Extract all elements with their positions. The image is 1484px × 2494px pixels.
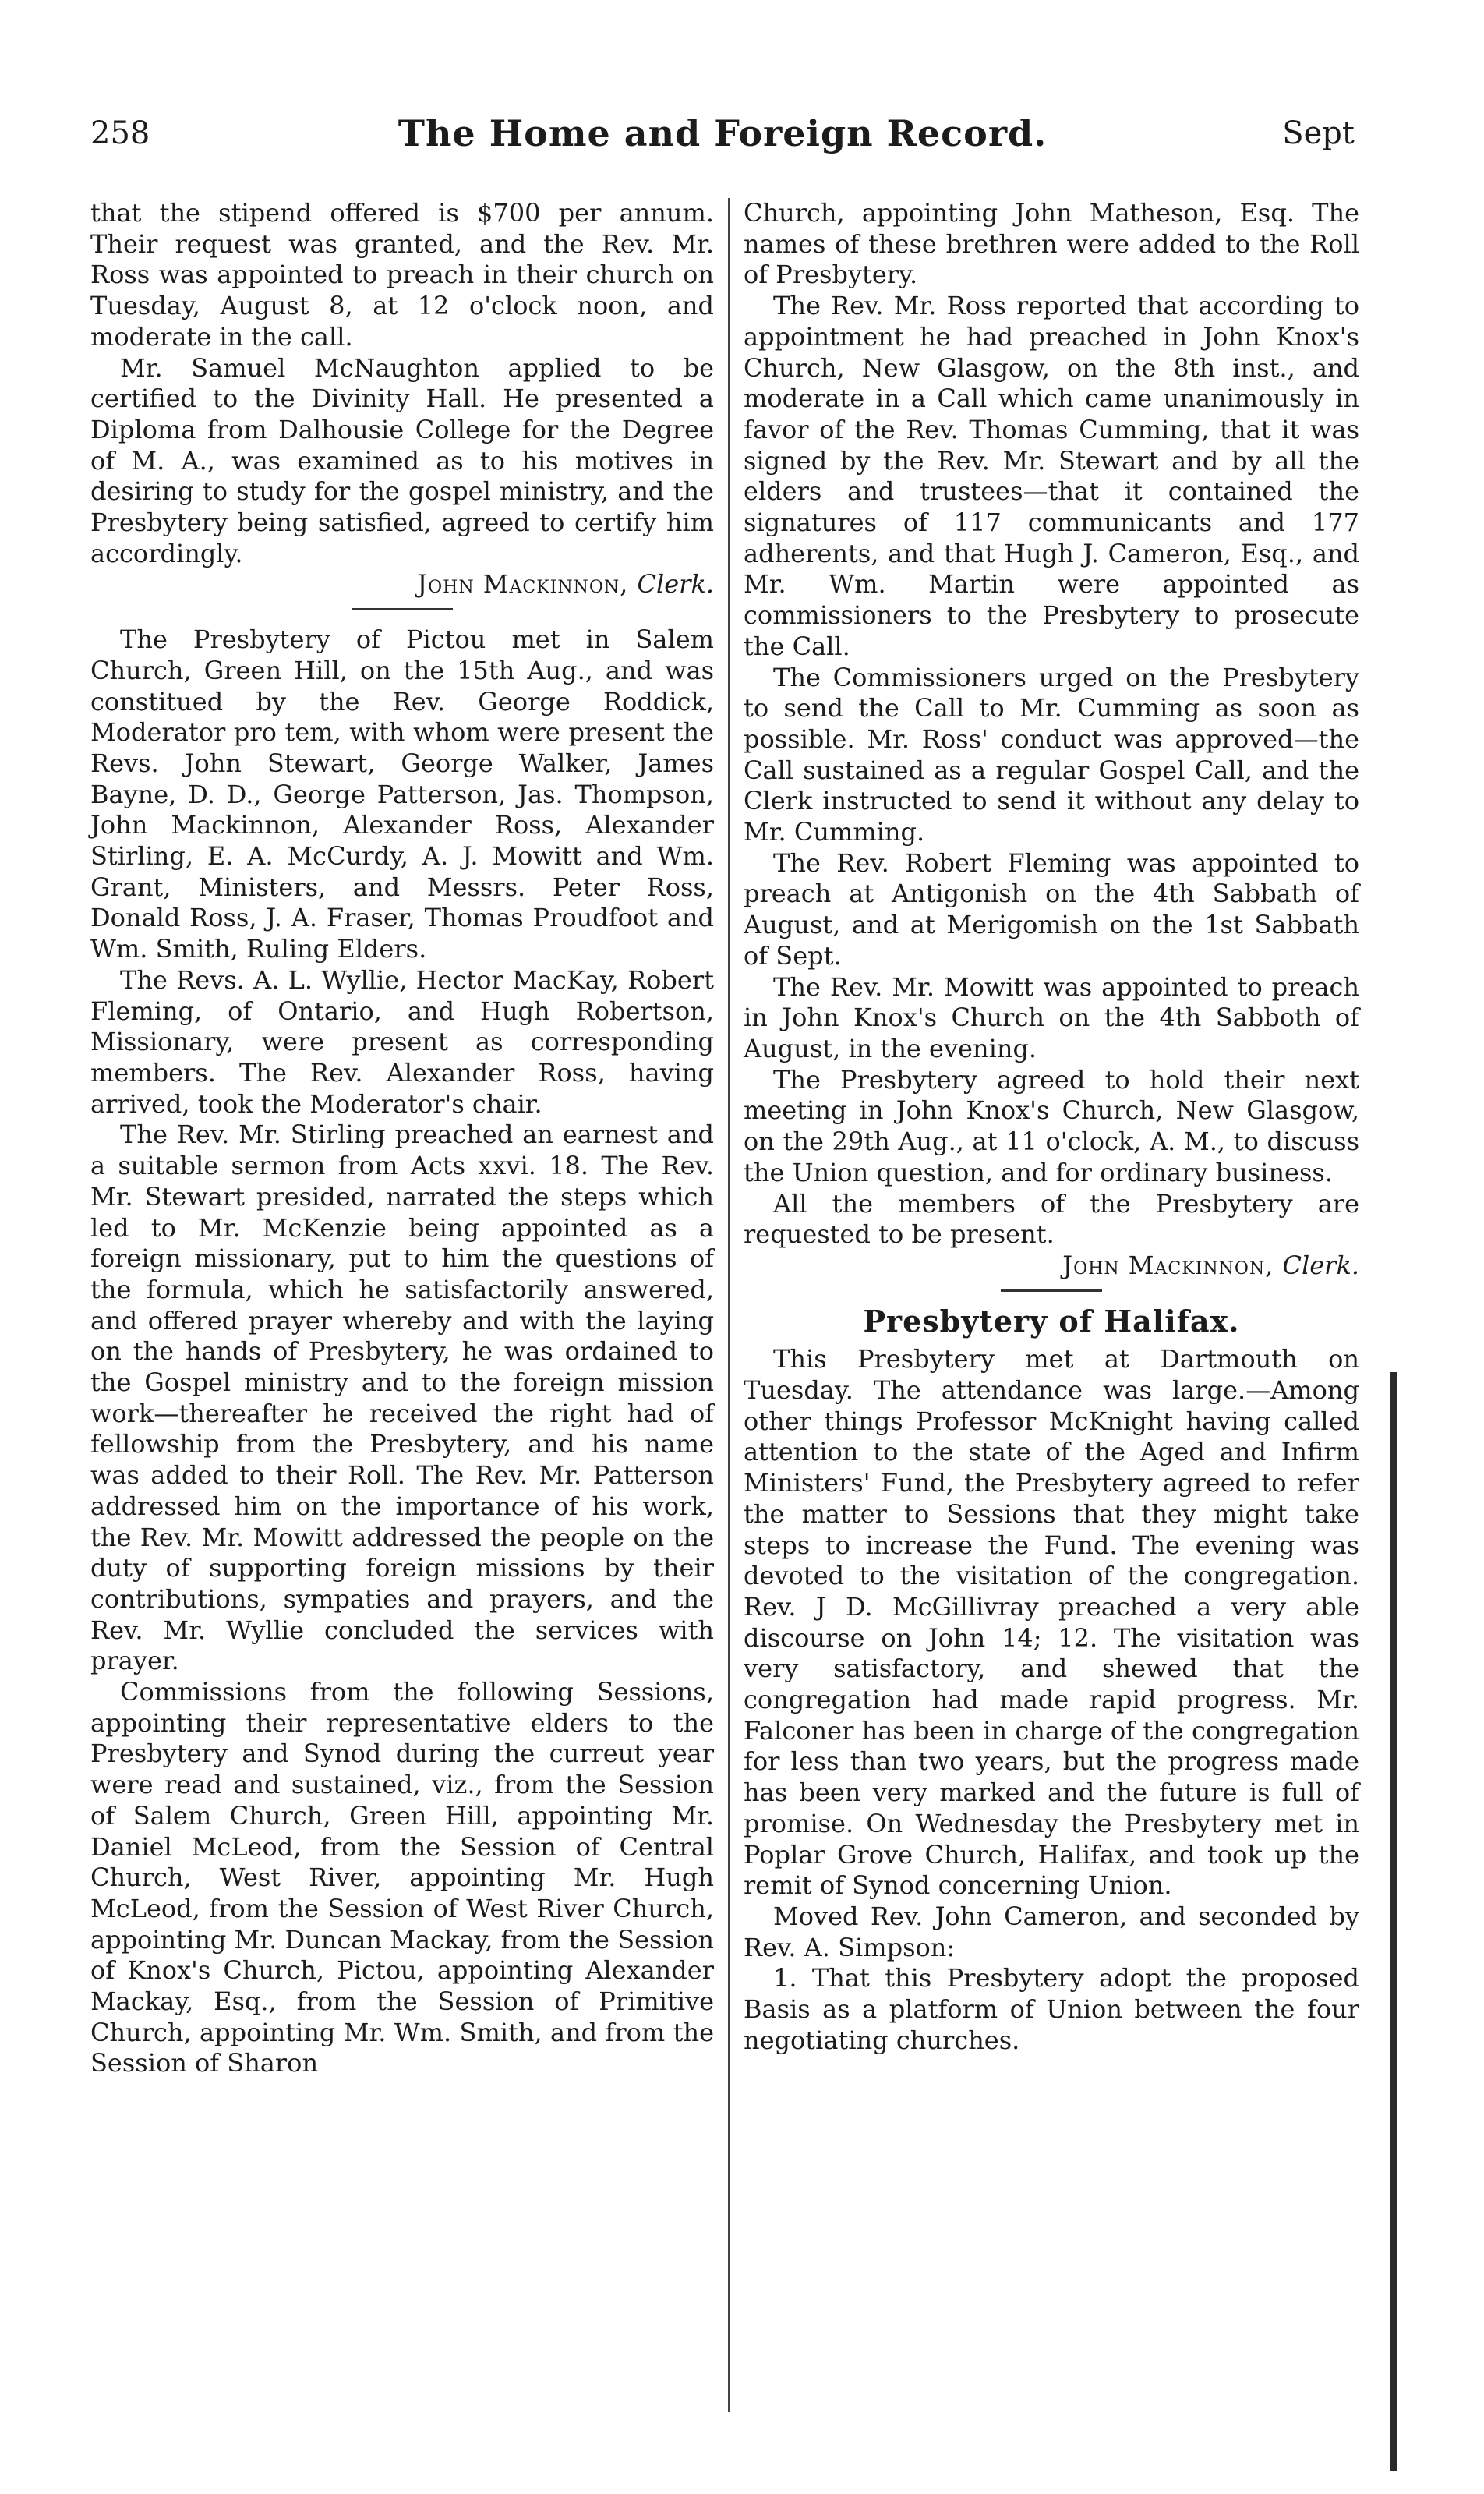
paragraph: Church, appointing John Matheson, Esq. The names of these brethren were added to the Roll of Presbytery. (744, 198, 1359, 290)
clerk-signature (744, 1251, 1359, 1282)
paragraph: All the members of the Presbytery are requested to be present. (744, 1188, 1359, 1250)
paragraph: Moved Rev. John Cameron, and seconded by Rev. A. Simpson: (744, 1901, 1359, 1962)
paragraph: 1. That this Presbytery adopt the proposed Basis as a platform of Union between the four negotiating churches. (744, 1963, 1359, 2055)
left-column (90, 198, 714, 2079)
signature-name: John Mackinnon, (417, 569, 629, 600)
section-heading: Presbytery of Halifax. (863, 1303, 1240, 1339)
page-header (90, 112, 1355, 178)
paragraph: The Rev. Robert Fleming was appointed to preach at Antigonish on the 4th Sabbath of August, and at Merigomish on the 1st Sabbath of Sept. (744, 847, 1359, 971)
paragraph: Commissions from the following Sessions, appointing their representative elders to the Presbytery and Synod during the curreut year were read and sustained, viz., from the Session of Salem Church, Green Hill, appointing Mr. Daniel McLeod, from the Session of Central Church, West River, appointing Mr. Hugh McLeod, from the Session of West River Church, appointing Mr. Duncan Mackay, from the Session of Knox's Church, Pictou, appointing Alexander Mackay, Esq., from the Session of Primitive Church, appointing Mr. Wm. Smith, and from the Session of Sharon (90, 1677, 714, 2078)
paragraph: The Revs. A. L. Wyllie, Hector MacKay, Robert Fleming, of Ontario, and Hugh Robertson, Missionary, were present as corresponding members. The Rev. Alexander Ross, having arrived, took the Moderator's chair. (90, 964, 714, 1119)
paragraph: The Rev. Mr. Mowitt was appointed to preach in John Knox's Church on the 4th Sabboth of August, in the evening. (744, 971, 1359, 1063)
signature-name: John Mackinnon, (1062, 1250, 1274, 1280)
section-rule (352, 608, 453, 610)
paragraph: The Commissioners urged on the Presbytery to send the Call to Mr. Cumming as soon as possible. Mr. Ross' conduct was approved—the Call sustained as a regular Gospel Call, and the Clerk instructed to send it without any delay to Mr. Cumming. (744, 662, 1359, 847)
signature-role: Clerk. (1282, 1250, 1359, 1280)
paragraph: The Rev. Mr. Ross reported that according to appointment he had preached in John Knox's Church, New Glasgow, on the 8th inst., and moderate in a Call which came unanimously in favor of the Rev. Thomas Cumming, that it was signed by the Rev. Mr. Stewart and by all the elders and trustees—that it contained the signatures of 117 communicants and 177 adherents, and that Hugh J. Cameron, Esq., and Mr. Wm. Martin were appointed as commissioners to the Presbytery to prosecute the Call. (744, 291, 1359, 661)
running-title: The Home and Foreign Record. (398, 112, 1048, 154)
paragraph: The Presbytery agreed to hold their next meeting in John Knox's Church, New Glasgow, on the 29th Aug., at 11 o'clock, A. M., to discuss the Union question, and for ordinary business. (744, 1064, 1359, 1187)
paragraph: The Presbytery of Pictou met in Salem Church, Green Hill, on the 15th Aug., and was constitued by the Rev. George Roddick, Moderator pro tem, with whom were present the Revs. John Stewart, George Walker, James Bayne, D. D., George Patterson, Jas. Thompson, John Mackinnon, Alexander Ross, Alexander Stirling, E. A. McCurdy, A. J. Mowitt and Wm. Grant, Ministers, and Messrs. Peter Ross, Donald Ross, J. A. Fraser, Thomas Proudfoot and Wm. Smith, Ruling Elders. (90, 624, 714, 964)
page-number: 258 (90, 115, 150, 151)
paragraph: Mr. Samuel McNaughton applied to be certified to the Divinity Hall. He presented a Diploma from Dalhousie College for the Degree of M. A., was examined as to his motives in desiring to study for the gospel ministry, and the Presbytery being satisfied, agreed to certify him accordingly. (90, 352, 714, 568)
signature-role: Clerk. (637, 569, 714, 600)
page-edge-shadow (1390, 1372, 1397, 2471)
running-month: Sept (1282, 115, 1355, 151)
clerk-signature (90, 569, 714, 600)
paragraph: that the stipend offered is $700 per annum. Their request was granted, and the Rev. Mr. Ross was appointed to preach in their church on Tuesday, August 8, at 12 o'clock noon, and moderate in the call. (90, 198, 714, 352)
section-rule (1001, 1289, 1102, 1292)
right-column (744, 198, 1359, 2056)
paragraph: This Presbytery met at Dartmouth on Tuesday. The attendance was large.—Among other things Professor McKnight having called attention to the state of the Aged and Infirm Ministers' Fund, the Presbytery agreed to refer the matter to Sessions that they might take steps to increase the Fund. The evening was devoted to the visitation of the congregation. Rev. J D. McGillivray preached a very able discourse on John 14; 12. The visitation was very satisfactory, and shewed that the congregation had made rapid progress. Mr. Falconer has been in charge of the congregation for less than two years, but the progress made has been very marked and the future is full of promise. On Wednesday the Presbytery met in Poplar Grove Church, Halifax, and took up the remit of Synod concerning Union. (744, 1344, 1359, 1901)
paragraph: The Rev. Mr. Stirling preached an earnest and a suitable sermon from Acts xxvi. 18. The Rev. Mr. Stewart presided, narrated the steps which led to Mr. McKenzie being appointed as a foreign missionary, put to him the questions of the formula, which he satisfactorily answered, and offered prayer whereby and with the laying on the hands of Presbytery, he was ordained to the Gospel ministry and to the foreign mission work—thereafter he received the right had of fellowship from the Presbytery, and his name was added to their Roll. The Rev. Mr. Patterson addressed him on the importance of his work, the Rev. Mr. Mowitt addressed the people on the duty of supporting foreign missions by their contributions, sympaties and prayers, and the Rev. Mr. Wyllie concluded the services with prayer. (90, 1120, 714, 1676)
column-divider (728, 198, 730, 2412)
